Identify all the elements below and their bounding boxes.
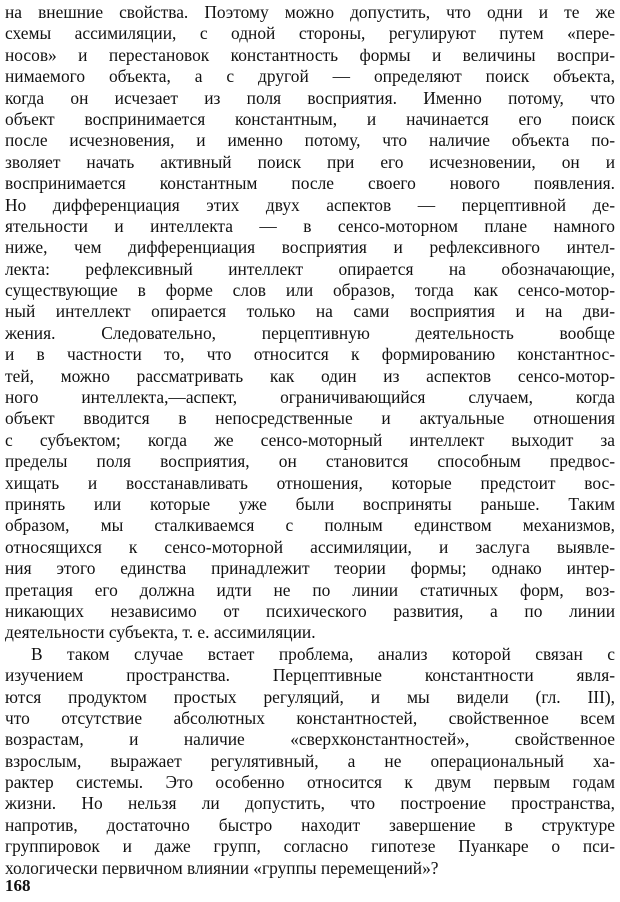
text-line: никающих независимо от психического развития, а по линии [5,600,615,621]
paragraph [5,644,615,879]
text-line: зволяет начать активный поиск при его исчезновении, он и [5,151,615,172]
text-line: возрастам, и наличие «сверхконстантностей», свойственное [5,729,615,750]
text-line: группировок и даже групп, согласно гипотезе Пуанкаре о пси- [5,836,615,857]
text-line: ный интеллект опирается только на сами восприятия и на дви- [5,301,615,322]
text-line: образом, мы сталкиваемся с полным единством механизмов, [5,515,615,536]
text-line: взрослым, выражает регулятивный, а не операциональный ха- [5,750,615,771]
text-line: пределы поля восприятия, он становится способным предвос- [5,451,615,472]
text-line: деятельности субъекта, т. е. ассимиляции. [5,622,316,643]
text-line: ются продуктом простых регуляций, и мы видели (гл. III), [5,686,615,707]
text-line: напротив, достаточно быстро находит завершение в структуре [5,814,615,835]
text-line: носов» и перестановок константность формы и величины воспри- [5,44,615,65]
text-line: жизни. Но нельзя ли допустить, что построение пространства, [5,793,615,814]
text-line: ного интеллекта,—аспект, ограничивающийся случаем, когда [5,387,615,408]
text-line: ниже, чем дифференциация восприятия и рефлексивного интел- [5,237,615,258]
text-line: когда он исчезает из поля восприятия. Именно потому, что [5,87,615,108]
text-line: существующие в форме слов или образов, тогда как сенсо-мотор- [5,280,615,301]
text-line: относящихся к сенсо-моторной ассимиляции, и заслуга выявле- [5,536,615,557]
text-line: и в частности то, что относится к формированию константнос- [5,344,615,365]
text-line: воспринимается константным после своего нового появления. [5,173,615,194]
text-line: нимаемого объекта, а с другой — определяют поиск объекта, [5,66,615,87]
text-line: хологически первичном влиянии «группы перемещений»? [5,857,439,878]
text-line: принять или которые уже были восприняты раньше. Таким [5,493,615,514]
text-line: ятельности и интеллекта — в сенсо-моторном плане намного [5,215,615,236]
text-line: лекта: рефлексивный интеллект опирается на обозначающие, [5,258,615,279]
paragraph [5,2,615,644]
text-line: тей, можно рассматривать как один из аспектов сенсо-мотор- [5,365,615,386]
body-text [5,2,615,879]
text-line: жения. Следовательно, перцептивную деятельность вообще [5,322,615,343]
text-line: с субъектом; когда же сенсо-моторный интеллект выходит за [5,429,615,450]
text-line: после исчезновения, и именно потому, что наличие объекта по- [5,130,615,151]
text-line: на внешние свойства. Поэтому можно допустить, что одни и те же [5,2,615,22]
text-line: изучением пространства. Перцептивные константности явля- [5,665,615,686]
text-line: В таком случае встает проблема, анализ которой связан с [31,643,615,664]
text-line: объект воспринимается константным, и начинается его поиск [5,108,615,129]
text-line: Но дифференциация этих двух аспектов — перцептивной де- [5,194,615,215]
text-line: схемы ассимиляции, с одной стороны, регулируют путем «пере- [5,23,615,44]
text-line: хищать и восстанавливать отношения, которые предстоит вос- [5,472,615,493]
text-line: рактер системы. Это особенно относится к двум первым годам [5,772,615,793]
text-line: претация его должна идти не по линии статичных форм, воз- [5,579,615,600]
text-line: объект вводится в непосредственные и актуальные отношения [5,408,615,429]
text-line: что отсутствие абсолютных константностей, свойственное всем [5,707,615,728]
text-line: ния этого единства принадлежит теории формы; однако интер- [5,558,615,579]
page-number: 168 [5,876,31,895]
